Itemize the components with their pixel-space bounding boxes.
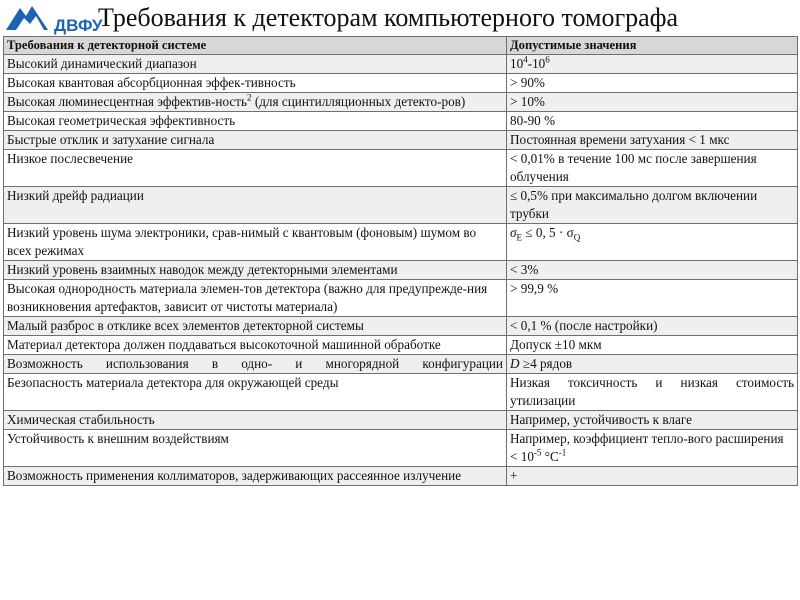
table-row <box>4 112 798 131</box>
table-row <box>4 467 798 486</box>
table-row <box>4 131 798 150</box>
value-cell: $10^4-10^6$ <box>507 55 798 74</box>
column-header-value: Допустимые значения <box>507 37 798 55</box>
requirement-cell: Возможность применения коллиматоров, задерживающих рассеянное излучение <box>4 467 507 486</box>
table-row <box>4 280 798 317</box>
value-cell: > 90% <box>507 74 798 93</box>
table-row <box>4 93 798 112</box>
requirement-cell: Низкое послесвечение <box>4 150 507 187</box>
requirement-cell: Низкий дрейф радиации <box>4 187 507 224</box>
table-row <box>4 55 798 74</box>
requirement-cell: Высокая геометрическая эффективность <box>4 112 507 131</box>
requirement-cell: Низкий уровень взаимных наводок между детекторными элементами <box>4 261 507 280</box>
requirement-cell: Химическая стабильность <box>4 411 507 430</box>
table-row <box>4 355 798 374</box>
page-title: Требования к детекторам компьютерного томографа <box>98 3 679 32</box>
table-row <box>4 261 798 280</box>
requirement-cell: Высокая квантовая абсорбционная эффек-тивность <box>4 74 507 93</box>
table-header-row <box>4 37 798 55</box>
table-row <box>4 374 798 411</box>
value-cell: < 0,1 % (после настройки) <box>507 317 798 336</box>
requirement-cell: Быстрые отклик и затухание сигнала <box>4 131 507 150</box>
requirement-cell: Высокая однородность материала элемен-тов детектора (важно для предупрежде-ния возникновения артефактов, зависит от чистоты материала) <box>4 280 507 317</box>
table-row <box>4 411 798 430</box>
value-cell: + <box>507 467 798 486</box>
table-row <box>4 187 798 224</box>
requirement-cell: Малый разброс в отклике всех элементов детекторной системы <box>4 317 507 336</box>
value-cell: Низкая токсичность и низкая стоимость утилизации <box>507 374 798 411</box>
table-row <box>4 224 798 261</box>
requirement-cell: Устойчивость к внешним воздействиям <box>4 430 507 467</box>
logo-text: ДВФУ <box>54 16 103 35</box>
logo-emblem-icon <box>2 2 54 32</box>
requirement-cell: Высокая люминесцентная эффектив-ность$^2$ (для сцинтилляционных детекто-ров) <box>4 93 507 112</box>
value-cell: Например, устойчивость к влаге <box>507 411 798 430</box>
table-row <box>4 150 798 187</box>
requirement-cell: Низкий уровень шума электроники, срав-нимый с квантовым (фоновым) шумом во всех режимах <box>4 224 507 261</box>
table-row <box>4 317 798 336</box>
table-row <box>4 74 798 93</box>
university-logo <box>2 2 103 35</box>
value-cell: $\sigma_E \le 0$, $5 \cdot \sigma_Q$ <box>507 224 798 261</box>
value-cell: < 0,01% в течение 100 мс после завершения облучения <box>507 150 798 187</box>
column-header-requirement: Требования к детекторной системе <box>4 37 507 55</box>
value-cell: Постоянная времени затухания < 1 мкс <box>507 131 798 150</box>
requirement-cell: Материал детектора должен поддаваться высокоточной машинной обработке <box>4 336 507 355</box>
table-row <box>4 430 798 467</box>
value-cell: ≤ 0,5% при максимально долгом включении трубки <box>507 187 798 224</box>
value-cell: < 3% <box>507 261 798 280</box>
value-cell: > 99,9 % <box>507 280 798 317</box>
requirement-cell: Высокий динамический диапазон <box>4 55 507 74</box>
value-cell: Допуск ±10 мкм <box>507 336 798 355</box>
value-cell: > 10% <box>507 93 798 112</box>
table-row <box>4 336 798 355</box>
value-cell: Например, коэффициент тепло-вого расширения < $10^{-5}$ $^\circ C^{-1}$ <box>507 430 798 467</box>
value-cell: 80-90 % <box>507 112 798 131</box>
requirement-cell: Возможность использования в одно- и многорядной конфигурации <box>4 355 507 374</box>
requirements-table <box>3 36 798 486</box>
value-cell: D ≥4 рядов <box>507 355 798 374</box>
requirement-cell: Безопасность материала детектора для окружающей среды <box>4 374 507 411</box>
